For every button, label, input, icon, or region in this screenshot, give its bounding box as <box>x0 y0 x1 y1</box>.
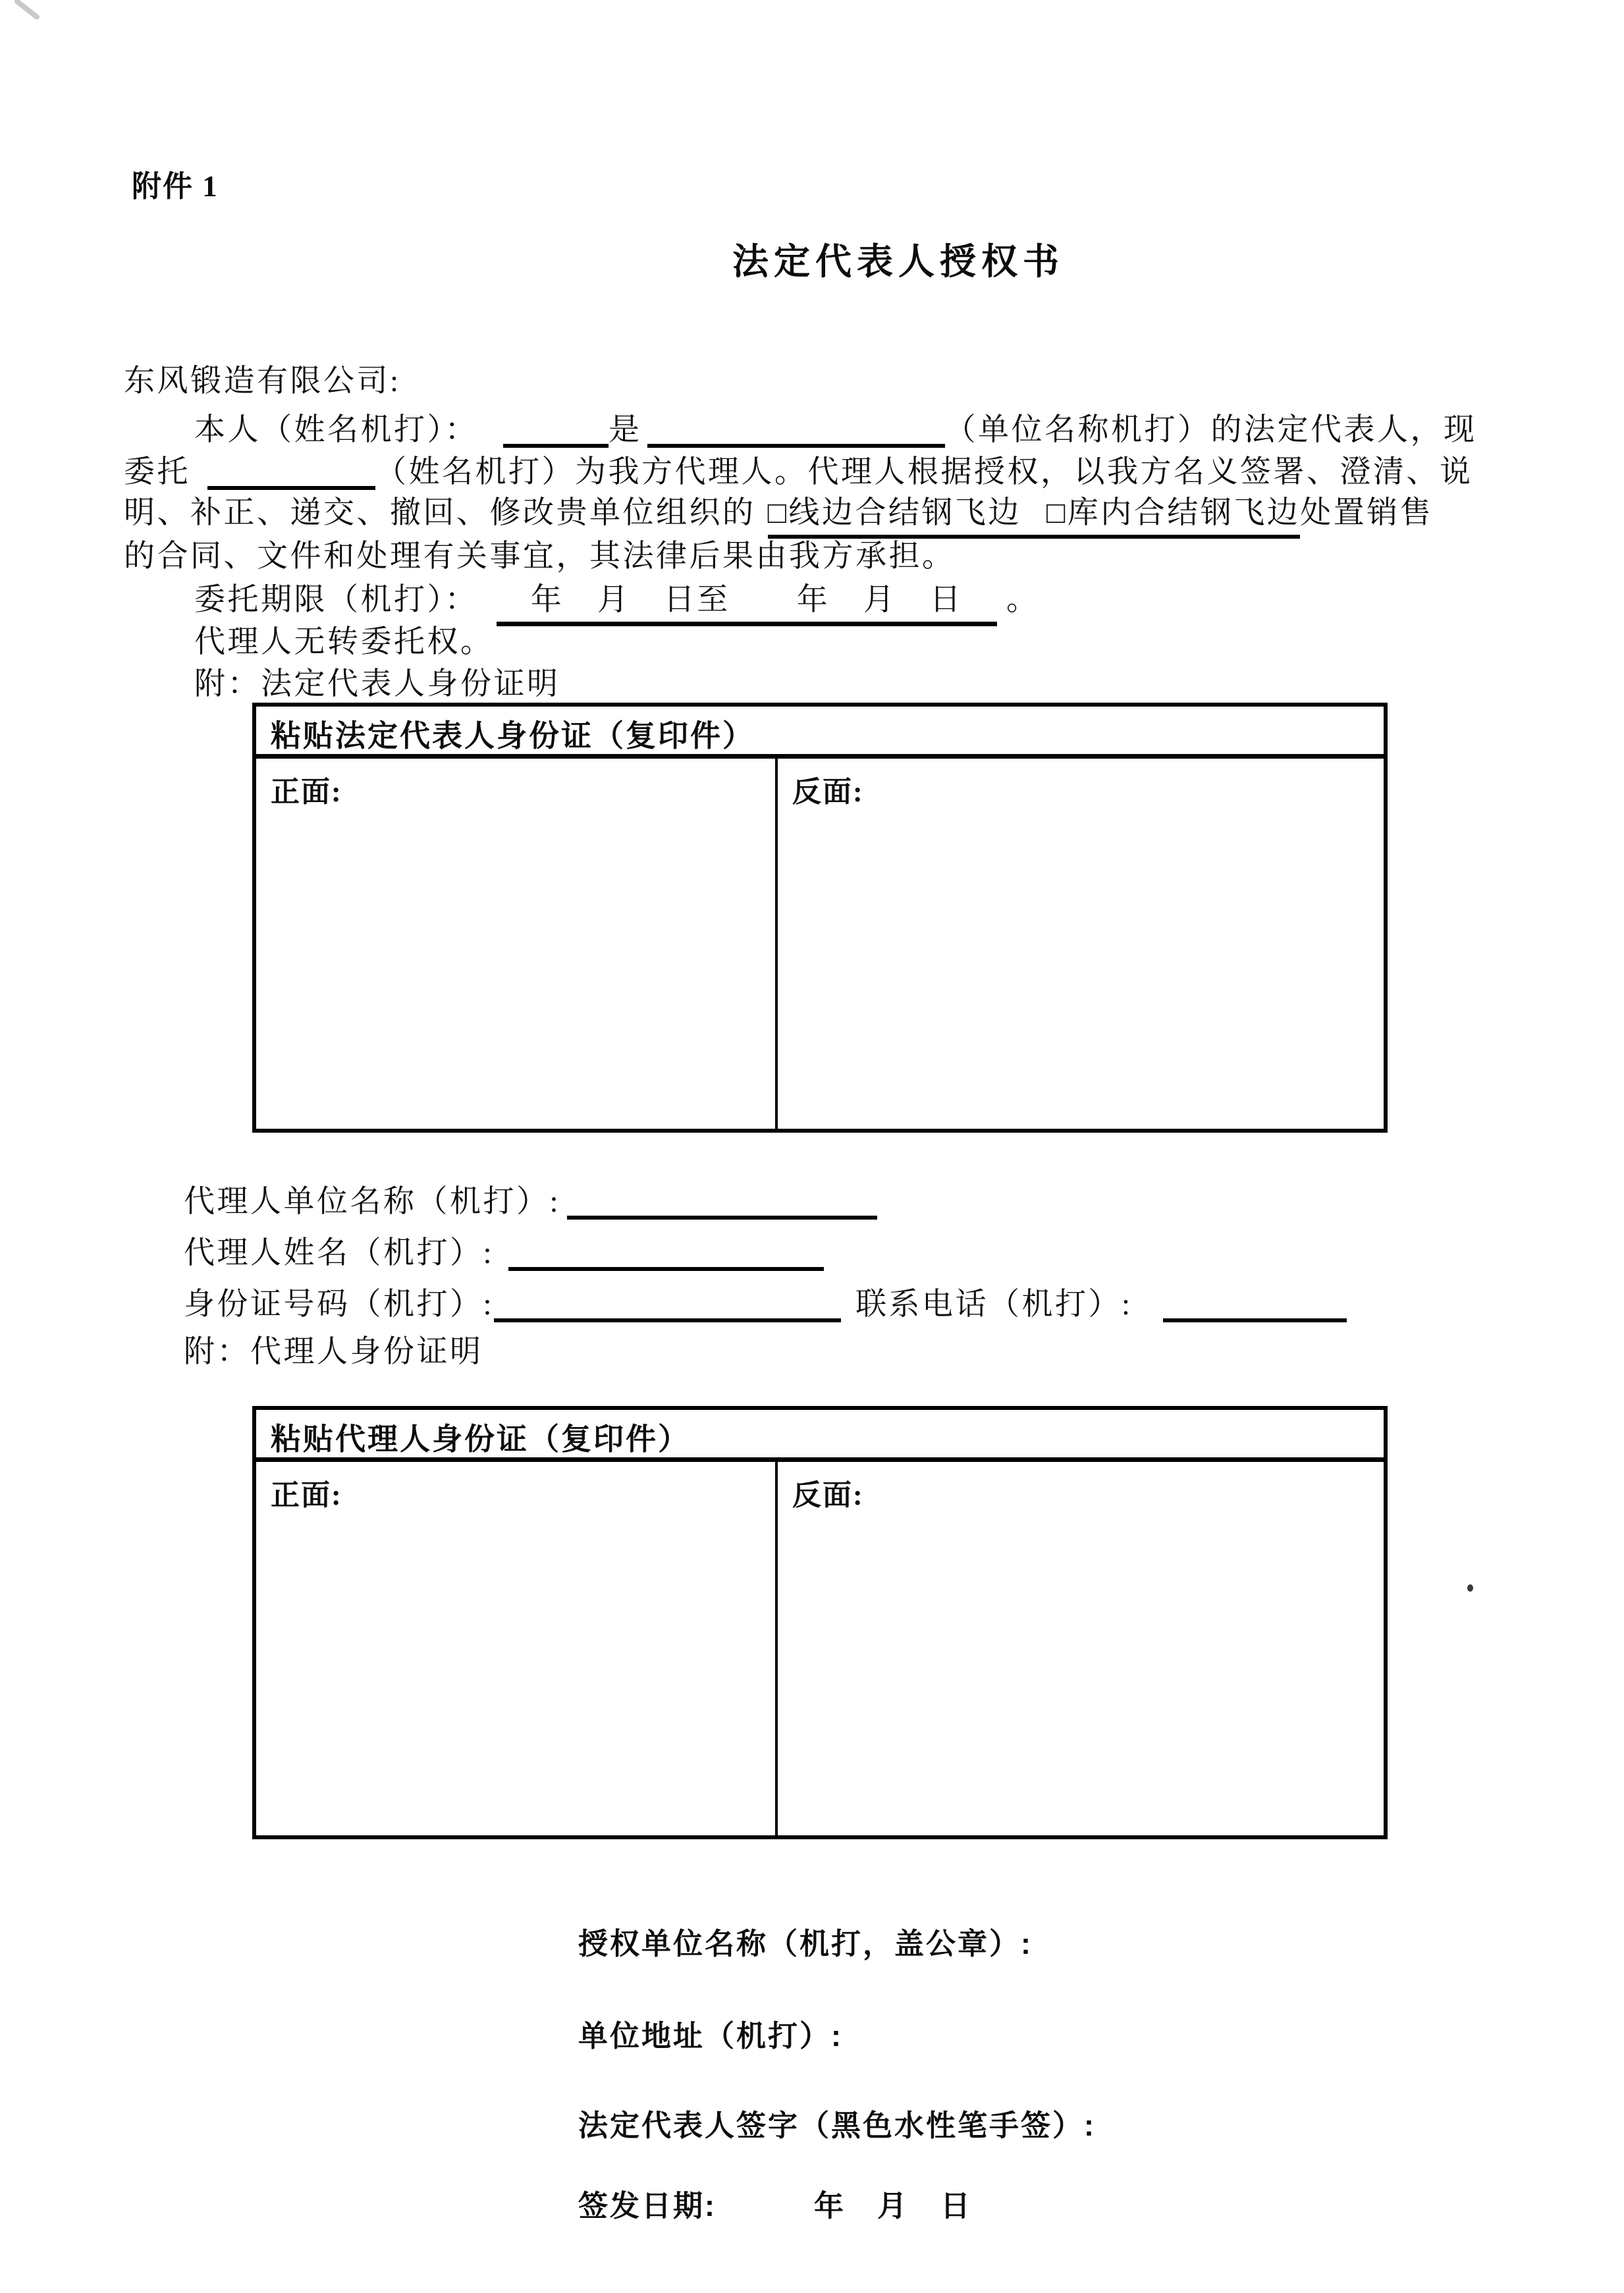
line2-suffix: （姓名机打）为我方代理人。代理人根据授权，以我方名义签署、澄清、说 <box>375 455 1473 489</box>
paragraph-line-4: 的合同、文件和处理有关事宜，其法律后果由我方承担。 <box>124 539 956 574</box>
company-address-label: 单位地址（机打）: <box>578 2019 843 2053</box>
line3-prefix: 明、补正、递交、撤回、修改贵单位组织的 <box>124 496 756 530</box>
paragraph-line-5 <box>124 580 1040 626</box>
line1-suffix: （单位名称机打）的法定代表人，现 <box>944 413 1477 447</box>
agent-id-line <box>184 1281 1347 1325</box>
checkbox-option-line-side-flash: □线边合结钢飞边 <box>767 496 1021 530</box>
authorizing-company-label: 授权单位名称（机打，盖公章）: <box>578 1927 1033 1960</box>
company-name-blank-field <box>647 407 945 448</box>
agent-name-label: 代理人姓名（机打）: <box>184 1236 495 1270</box>
legal-rep-id-front-cell <box>256 759 778 1133</box>
disposal-options-group <box>768 493 1301 539</box>
agent-company-blank-field <box>567 1179 877 1220</box>
scan-artifact <box>1467 1584 1473 1592</box>
page-title: 法定代表人授权书 <box>732 241 1065 282</box>
agent-id-back-cell <box>778 1462 1384 1839</box>
legal-rep-id-table <box>252 703 1388 1133</box>
name-blank-field <box>503 407 609 448</box>
salutation: 东风锻造有限公司: <box>124 364 401 398</box>
legal-rep-id-back-cell <box>778 759 1384 1133</box>
issue-date-value: 年 月 日 <box>814 2189 973 2223</box>
attachment-label: 附件 1 <box>132 170 219 203</box>
back-label: 反面: <box>792 776 864 808</box>
agent-id-front-cell <box>256 1462 778 1839</box>
agent-id-blank-field <box>494 1281 841 1322</box>
issue-date-line <box>578 2186 972 2226</box>
agent-company-label: 代理人单位名称（机打）: <box>184 1185 561 1219</box>
legal-rep-attachment-note: 附：法定代表人身份证明 <box>194 667 560 701</box>
legal-rep-signature-label: 法定代表人签字（黑色水性笔手签）: <box>578 2109 1096 2142</box>
line3-suffix: 处置销售 <box>1300 496 1434 530</box>
agent-id-table-body <box>256 1462 1384 1839</box>
issue-date-label: 签发日期: <box>578 2189 717 2223</box>
scan-artifact <box>13 0 40 20</box>
checkbox-option-warehouse-flash: □库内合结钢飞边 <box>1046 496 1301 530</box>
agent-name-blank-field <box>207 449 375 490</box>
agent-attachment-note: 附：代理人身份证明 <box>184 1335 483 1369</box>
term-period: 。 <box>1006 583 1040 617</box>
front-label: 正面: <box>271 1479 342 1511</box>
paragraph-line-2 <box>124 449 1473 493</box>
line1-is: 是 <box>609 413 642 447</box>
agent-name-line <box>184 1230 824 1274</box>
front-label: 正面: <box>271 776 342 808</box>
agent-phone-blank-field <box>1163 1281 1347 1322</box>
term-label: 委托期限（机打）： <box>194 583 478 617</box>
agent-name-blank-field-2 <box>508 1230 824 1271</box>
agent-phone-label: 联系电话（机打）: <box>855 1287 1133 1322</box>
paragraph-line-3 <box>124 493 1433 539</box>
legal-rep-id-table-header: 粘贴法定代表人身份证（复印件） <box>256 707 1384 759</box>
agent-company-line <box>184 1179 877 1222</box>
line2-label: 委托 <box>124 455 190 489</box>
agent-id-table-header: 粘贴代理人身份证（复印件） <box>256 1410 1384 1462</box>
paragraph-line-6: 代理人无转委托权。 <box>194 625 494 659</box>
back-label: 反面: <box>792 1479 864 1511</box>
legal-rep-id-table-body <box>256 759 1384 1133</box>
paragraph-line-1 <box>124 407 1477 450</box>
line1-label: 本人（姓名机打）： <box>194 413 478 447</box>
agent-id-label: 身份证号码（机打）: <box>184 1287 495 1322</box>
term-date-blank-field: 年 月 日至 年 月 日 <box>497 580 997 626</box>
agent-id-table <box>252 1406 1388 1839</box>
